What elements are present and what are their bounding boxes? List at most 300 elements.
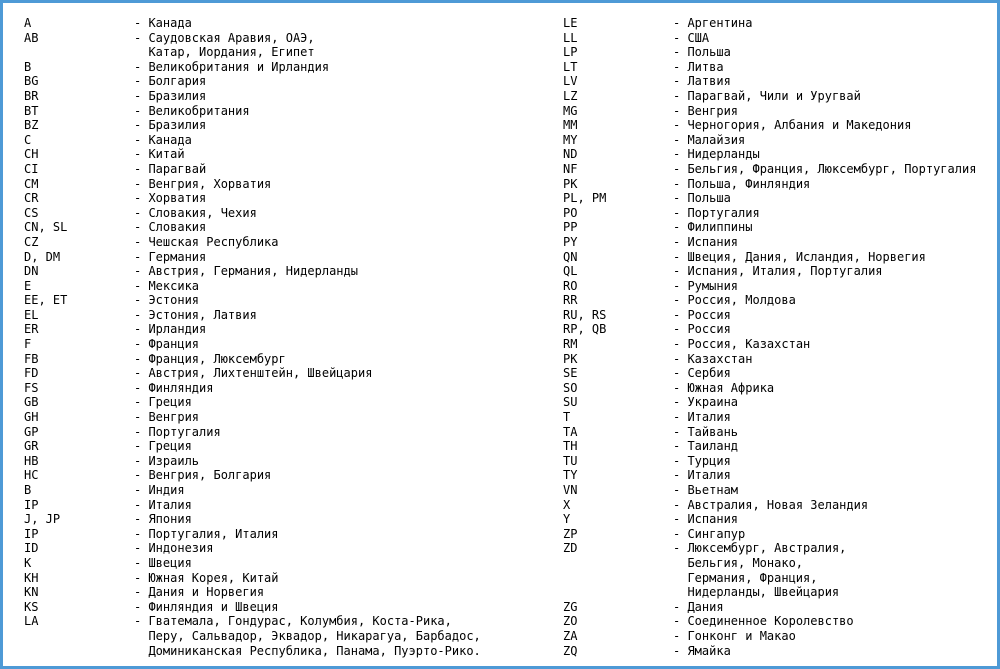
country-list: [134, 468, 549, 483]
country-line: - Соединенное Королевство: [673, 614, 854, 629]
country-line: - Казахстан: [673, 351, 753, 366]
country-line: Катар, Иордания, Египет: [148, 45, 315, 60]
country-line: - Латвия: [673, 74, 731, 89]
country-line: - Индия: [134, 483, 185, 497]
code-label: VN: [563, 483, 578, 497]
code-entry: [24, 498, 549, 513]
code-entry: [563, 147, 993, 162]
country-list: [134, 118, 549, 133]
country-list: [134, 293, 549, 308]
code-label: B: [24, 59, 32, 74]
country-line: - Россия, Казахстан: [673, 337, 811, 352]
code-label: LL: [563, 30, 578, 45]
country-list: [673, 454, 993, 469]
country-line: - Бразилия: [134, 88, 207, 103]
code-entry: [24, 293, 549, 308]
code-label: PK: [563, 351, 578, 366]
country-list: [134, 381, 549, 396]
code-label: ND: [563, 147, 578, 162]
country-line: - Филиппины: [673, 220, 753, 235]
country-line: - Австрия, Германия, Нидерланды: [134, 264, 358, 279]
code-entry: [563, 483, 993, 498]
country-list: [673, 162, 993, 177]
code-label: KS: [24, 599, 39, 614]
country-line: - Польша: [673, 191, 731, 206]
country-line: - Дания: [673, 599, 724, 614]
code-entry: [24, 60, 549, 75]
country-list: [134, 177, 549, 192]
country-list: [673, 352, 993, 367]
code-label: MY: [563, 132, 578, 147]
country-list: [134, 425, 549, 440]
code-label: FS: [24, 380, 39, 395]
code-label: RO: [563, 278, 578, 293]
code-label: KN: [24, 585, 39, 600]
code-entry: [563, 162, 993, 177]
country-list: [673, 541, 993, 599]
code-label: CI: [24, 161, 39, 176]
country-line: - Китай: [134, 147, 185, 162]
country-list: [673, 60, 993, 75]
country-list: [673, 483, 993, 498]
code-entry: [24, 74, 549, 89]
country-line: - Венгрия: [673, 103, 739, 118]
country-list: [673, 381, 993, 396]
code-entry: [563, 410, 993, 425]
country-line: - Эстония: [134, 293, 200, 308]
code-label: D, DM: [24, 249, 61, 264]
code-entry: [24, 235, 549, 250]
code-entry: [563, 206, 993, 221]
country-list: [134, 571, 549, 586]
code-entry: [24, 614, 549, 658]
code-label: B: [24, 483, 32, 497]
country-line: Бельгия, Монако,: [687, 555, 804, 570]
country-line: - Венгрия, Болгария: [134, 468, 272, 483]
code-entry: [563, 468, 993, 483]
country-list: [134, 16, 549, 31]
code-label: CZ: [24, 234, 39, 249]
code-entry: [24, 366, 549, 381]
country-line: - Индонезия: [134, 541, 214, 556]
code-label: PP: [563, 220, 578, 235]
country-line: - Сербия: [673, 366, 731, 381]
code-label: KH: [24, 570, 39, 585]
country-line: - Саудовская Аравия, ОАЭ,: [134, 30, 315, 45]
code-column-left: [24, 16, 549, 658]
code-entry: [563, 337, 993, 352]
country-list: [134, 74, 549, 89]
code-label: ZA: [563, 628, 578, 643]
code-entry: [24, 279, 549, 294]
code-entry: [24, 585, 549, 600]
code-label: LP: [563, 45, 578, 60]
country-list: [134, 308, 549, 323]
code-label: MM: [563, 118, 578, 133]
code-label: QN: [563, 249, 578, 264]
country-line: - Ямайка: [673, 643, 731, 658]
code-label: QL: [563, 264, 578, 279]
code-entry: [563, 16, 993, 31]
country-list: [134, 512, 549, 527]
country-line: - Тайвань: [673, 424, 739, 439]
country-list: [673, 308, 993, 323]
code-label: GR: [24, 439, 39, 454]
country-list: [673, 366, 993, 381]
code-entry: [563, 454, 993, 469]
code-label: GP: [24, 424, 39, 439]
country-line: - Вьетнам: [673, 483, 739, 497]
country-line: - Словакия, Чехия: [134, 205, 257, 220]
code-label: HC: [24, 468, 39, 483]
country-list: [673, 177, 993, 192]
code-label: AB: [24, 30, 39, 45]
code-entry: [24, 410, 549, 425]
country-line: - Греция: [134, 439, 192, 454]
code-label: BG: [24, 74, 39, 89]
code-label: GH: [24, 410, 39, 425]
country-line: - Бельгия, Франция, Люксембург, Португалия: [673, 161, 977, 176]
country-list: [134, 527, 549, 542]
country-list: [673, 395, 993, 410]
country-line: - Нидерланды: [673, 147, 760, 162]
code-label: CS: [24, 205, 39, 220]
code-label: LA: [24, 614, 39, 629]
country-list: [134, 585, 549, 600]
country-line: - Люксембург, Австралия,: [673, 541, 847, 556]
code-label: ZP: [563, 526, 578, 541]
country-list: [673, 133, 993, 148]
code-label: TU: [563, 453, 578, 468]
code-entry: [563, 425, 993, 440]
country-list: [134, 541, 549, 556]
code-entry: [563, 395, 993, 410]
code-entry: [563, 191, 993, 206]
country-list: [673, 425, 993, 440]
code-entry: [563, 600, 993, 615]
code-label: CR: [24, 191, 39, 206]
country-line: - Португалия: [673, 205, 760, 220]
country-list: [134, 395, 549, 410]
code-label: EL: [24, 307, 39, 322]
code-label: ID: [24, 541, 39, 556]
code-label: SE: [563, 366, 578, 381]
country-list: [673, 614, 993, 629]
code-entry: [563, 118, 993, 133]
code-entry: [24, 352, 549, 367]
country-line: - Венгрия: [134, 410, 200, 425]
country-list: [134, 206, 549, 221]
code-label: F: [24, 337, 32, 352]
code-entry: [24, 425, 549, 440]
code-entry: [563, 279, 993, 294]
country-list: [673, 279, 993, 294]
country-list: [134, 60, 549, 75]
code-label: ZQ: [563, 643, 578, 658]
code-entry: [24, 191, 549, 206]
code-label: J, JP: [24, 512, 61, 527]
country-line: - Аргентина: [673, 16, 753, 30]
code-label: LT: [563, 59, 578, 74]
code-label: X: [563, 497, 571, 512]
country-line: - Финляндия и Швеция: [134, 599, 279, 614]
code-label: Y: [563, 512, 571, 527]
code-label: E: [24, 278, 32, 293]
country-list: [673, 644, 993, 659]
country-list: [673, 468, 993, 483]
code-entry: [563, 104, 993, 119]
country-line: Доминиканская Республика, Панама, Пуэрто-Рико.: [148, 643, 481, 658]
code-entry: [563, 498, 993, 513]
country-list: [134, 191, 549, 206]
code-entry: [24, 600, 549, 615]
country-line: - Польша: [673, 45, 731, 60]
country-line: - Португалия: [134, 424, 221, 439]
country-list: [673, 629, 993, 644]
code-label: BR: [24, 88, 39, 103]
code-label: BZ: [24, 118, 39, 133]
code-entry: [24, 468, 549, 483]
code-label: K: [24, 555, 32, 570]
country-line: - Словакия: [134, 220, 207, 235]
country-list: [673, 118, 993, 133]
country-line: - Россия, Молдова: [673, 293, 796, 308]
country-list: [673, 89, 993, 104]
country-line: - Эстония, Латвия: [134, 307, 257, 322]
code-label: LZ: [563, 88, 578, 103]
country-line: Германия, Франция,: [687, 570, 818, 585]
country-list: [134, 614, 549, 658]
code-label: T: [563, 410, 571, 425]
country-list: [673, 45, 993, 60]
country-line: Нидерланды, Швейцария: [687, 585, 840, 600]
code-entry: [24, 147, 549, 162]
code-entry: [24, 541, 549, 556]
code-label: RP, QB: [563, 322, 607, 337]
code-label: DN: [24, 264, 39, 279]
code-label: CH: [24, 147, 39, 162]
code-entry: [24, 395, 549, 410]
country-line: - Ирландия: [134, 322, 207, 337]
code-label: BT: [24, 103, 39, 118]
country-list: [134, 352, 549, 367]
country-line: - Парагвай, Чили и Уругвай: [673, 88, 861, 103]
code-label: IP: [24, 497, 39, 512]
code-entry: [563, 322, 993, 337]
country-list: [673, 206, 993, 221]
country-line: - Австрия, Лихтенштейн, Швейцария: [134, 366, 373, 381]
country-list: [673, 527, 993, 542]
code-label: A: [24, 16, 32, 30]
country-list: [673, 74, 993, 89]
code-entry: [24, 556, 549, 571]
country-list: [134, 439, 549, 454]
country-list: [673, 293, 993, 308]
country-list: [134, 483, 549, 498]
country-line: - Германия: [134, 249, 207, 264]
code-entry: [24, 483, 549, 498]
code-entry: [24, 308, 549, 323]
code-entry: [24, 571, 549, 586]
code-entry: [24, 133, 549, 148]
country-line: - Россия: [673, 322, 731, 337]
country-line: - Великобритания: [134, 103, 250, 118]
code-label: ER: [24, 322, 39, 337]
code-entry: [24, 381, 549, 396]
code-entry: [24, 264, 549, 279]
country-list: [673, 410, 993, 425]
country-line: - Южная Африка: [673, 380, 775, 395]
country-line: - Польша, Финляндия: [673, 176, 811, 191]
code-label: SU: [563, 395, 578, 410]
code-entry: [563, 177, 993, 192]
country-line: - Испания: [673, 512, 739, 527]
code-entry: [563, 60, 993, 75]
country-line: - Украина: [673, 395, 739, 410]
code-entry: [563, 308, 993, 323]
country-list: [673, 337, 993, 352]
country-line: - Италия: [673, 468, 731, 483]
country-line: - Гватемала, Гондурас, Колумбия, Коста-Рика,: [134, 614, 452, 629]
code-entry: [563, 527, 993, 542]
country-list: [673, 322, 993, 337]
code-label: MG: [563, 103, 578, 118]
code-entry: [24, 104, 549, 119]
country-line: - Португалия, Италия: [134, 526, 279, 541]
code-label: PY: [563, 234, 578, 249]
code-entry: [563, 629, 993, 644]
country-line: - Южная Корея, Китай: [134, 570, 279, 585]
code-label: IP: [24, 526, 39, 541]
code-label: FD: [24, 366, 39, 381]
country-list: [134, 279, 549, 294]
country-line: - Парагвай: [134, 161, 207, 176]
country-line: - Израиль: [134, 453, 200, 468]
code-column-right: [563, 16, 993, 658]
country-line: - Турция: [673, 453, 731, 468]
code-label: RR: [563, 293, 578, 308]
country-list: [134, 89, 549, 104]
code-entry: [24, 89, 549, 104]
code-entry: [24, 337, 549, 352]
code-entry: [563, 352, 993, 367]
code-entry: [563, 133, 993, 148]
country-list: [673, 191, 993, 206]
country-line: - Румыния: [673, 278, 739, 293]
code-entry: [563, 250, 993, 265]
code-entry: [563, 644, 993, 659]
country-list: [134, 264, 549, 279]
country-list: [134, 366, 549, 381]
country-line: - США: [673, 30, 710, 45]
country-line: - Канада: [134, 132, 192, 147]
country-line: - Мексика: [134, 278, 200, 293]
country-line: - Франция, Люксембург: [134, 351, 286, 366]
country-list: [673, 31, 993, 46]
code-entry: [563, 220, 993, 235]
country-list: [673, 600, 993, 615]
country-list: [673, 220, 993, 235]
country-list: [134, 235, 549, 250]
code-entry: [563, 541, 993, 599]
code-label: NF: [563, 161, 578, 176]
country-list: [134, 220, 549, 235]
country-line: - Бразилия: [134, 118, 207, 133]
country-list: [134, 410, 549, 425]
code-entry: [563, 614, 993, 629]
code-label: PO: [563, 205, 578, 220]
country-line: - Канада: [134, 16, 192, 30]
country-list: [673, 512, 993, 527]
country-list: [673, 250, 993, 265]
code-label: HB: [24, 453, 39, 468]
code-label: PK: [563, 176, 578, 191]
code-label: TY: [563, 468, 578, 483]
country-line: - Швеция: [134, 555, 192, 570]
country-list: [134, 322, 549, 337]
country-line: - Черногория, Албания и Македония: [673, 118, 912, 133]
country-list: [134, 337, 549, 352]
country-list: [673, 439, 993, 454]
code-entry: [24, 118, 549, 133]
code-entry: [563, 293, 993, 308]
code-entry: [24, 162, 549, 177]
country-line: - Италия: [134, 497, 192, 512]
country-line: - Финляндия: [134, 380, 214, 395]
code-entry: [24, 250, 549, 265]
country-line: - Сингапур: [673, 526, 746, 541]
country-list: [134, 147, 549, 162]
code-entry: [563, 439, 993, 454]
code-label: C: [24, 132, 32, 147]
code-entry: [563, 264, 993, 279]
code-entry: [24, 177, 549, 192]
code-label: TA: [563, 424, 578, 439]
country-line: - Италия: [673, 410, 731, 425]
country-list: [134, 133, 549, 148]
country-list: [673, 104, 993, 119]
country-line: - Малайзия: [673, 132, 746, 147]
country-line: - Литва: [673, 59, 724, 74]
code-label: GB: [24, 395, 39, 410]
code-entry: [563, 89, 993, 104]
country-line: - Франция: [134, 337, 200, 352]
country-line: - Япония: [134, 512, 192, 527]
country-line: - Болгария: [134, 74, 207, 89]
country-line: - Таиланд: [673, 439, 739, 454]
country-list: [673, 235, 993, 250]
code-label: CM: [24, 176, 39, 191]
code-label: RM: [563, 337, 578, 352]
country-line: Перу, Сальвадор, Эквадор, Никарагуа, Барбадос,: [148, 628, 481, 643]
country-list: [134, 454, 549, 469]
code-entry: [24, 454, 549, 469]
code-label: TH: [563, 439, 578, 454]
country-list: [673, 16, 993, 31]
code-label: PL, PM: [563, 191, 607, 206]
code-label: LE: [563, 16, 578, 30]
country-line: - Чешская Республика: [134, 234, 279, 249]
country-list: [673, 147, 993, 162]
code-entry: [563, 31, 993, 46]
code-entry: [24, 206, 549, 221]
country-list: [134, 556, 549, 571]
code-label: LV: [563, 74, 578, 89]
country-list: [673, 264, 993, 279]
code-entry: [563, 512, 993, 527]
code-entry: [24, 31, 549, 60]
country-line: - Венгрия, Хорватия: [134, 176, 272, 191]
